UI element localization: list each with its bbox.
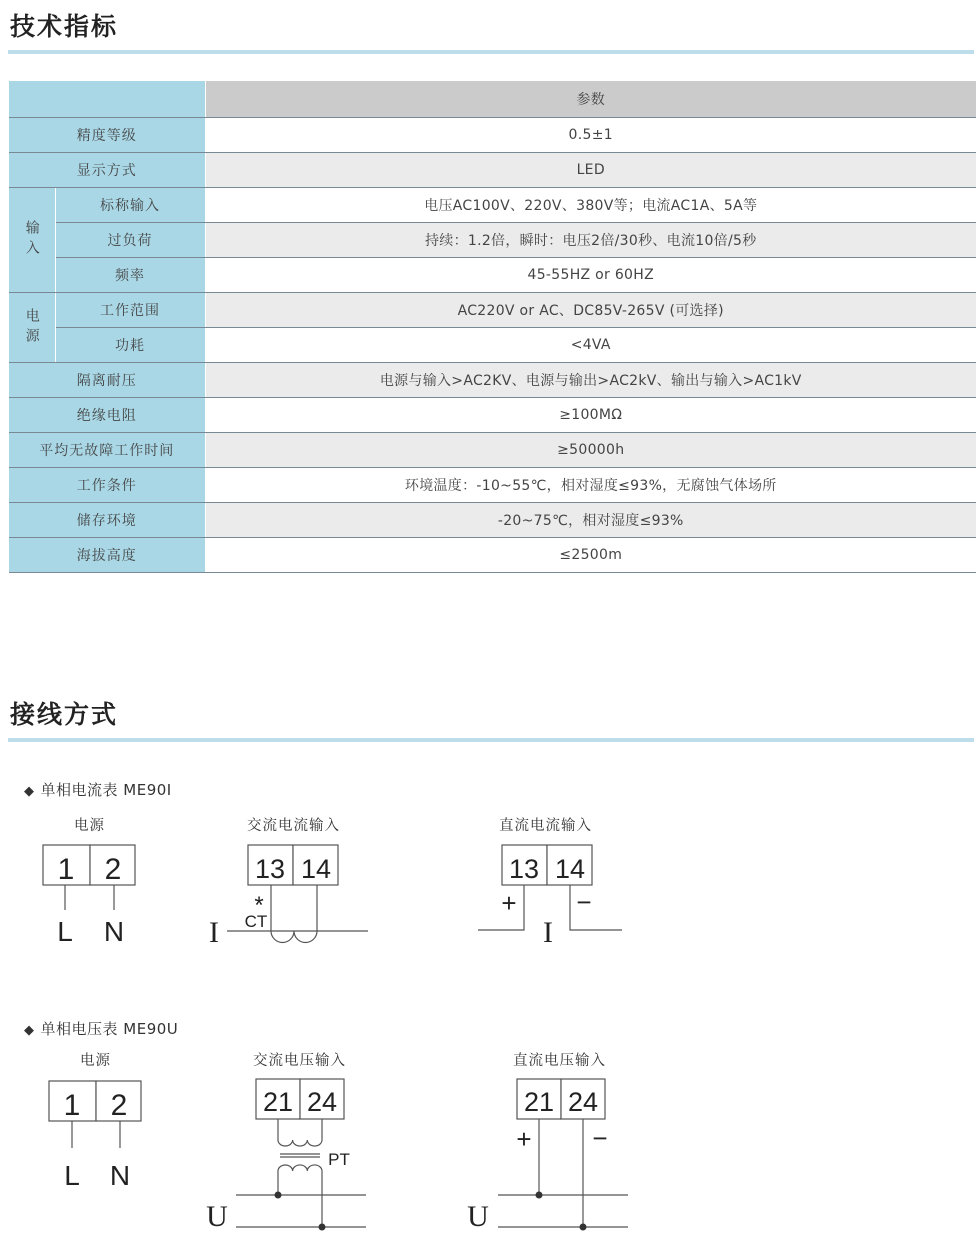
ct-coil-icon bbox=[271, 898, 317, 943]
current-dc-plus: + bbox=[501, 888, 517, 918]
spec-row-value: 持续：1.2倍，瞬时：电压2倍/30秒、电流10倍/5秒 bbox=[205, 223, 976, 258]
ct-label: CT bbox=[244, 912, 268, 931]
ct-polarity-star: * bbox=[254, 892, 264, 919]
pt-label: PT bbox=[328, 1150, 350, 1169]
current-signal-label-dc: I bbox=[543, 916, 553, 949]
current-ac-terminal-13: 13 bbox=[254, 854, 286, 884]
voltage-ac-terminal-24: 24 bbox=[306, 1087, 338, 1117]
spec-row-value: 环境温度：-10~55℃，相对湿度≤93%，无腐蚀气体场所 bbox=[205, 468, 976, 503]
junction-dot bbox=[275, 1192, 282, 1199]
diamond-bullet-icon: ◆ bbox=[24, 784, 35, 799]
spec-row-value: ≥100MΩ bbox=[205, 398, 976, 433]
current-signal-label-ac: I bbox=[209, 916, 219, 949]
voltage-signal-label-ac: U bbox=[206, 1200, 228, 1233]
current-meter-title: 单相电流表 ME90I bbox=[40, 781, 172, 799]
spec-row-value: <4VA bbox=[205, 328, 976, 363]
voltage-dc-plus: + bbox=[516, 1124, 532, 1154]
spec-section-title: 技术指标 bbox=[10, 12, 119, 41]
spec-header-param: 参数 bbox=[205, 81, 976, 118]
voltage-power-caption: 电源 bbox=[80, 1053, 111, 1069]
voltage-dc-caption: 直流电压输入 bbox=[513, 1053, 606, 1069]
voltage-power-label-l: L bbox=[64, 1160, 80, 1191]
junction-dot bbox=[580, 1224, 587, 1231]
spec-row-value: 电源与输入>AC2KV、电源与输出>AC2kV、输出与输入>AC1kV bbox=[205, 363, 976, 398]
voltage-meter-title: 单相电压表 ME90U bbox=[40, 1020, 179, 1038]
junction-dot bbox=[319, 1224, 326, 1231]
current-dc-minus: − bbox=[576, 887, 592, 917]
voltage-dc-minus: − bbox=[592, 1123, 608, 1153]
spec-row-label: 工作范围 bbox=[55, 293, 205, 328]
voltage-power-terminal-2: 2 bbox=[110, 1089, 128, 1122]
current-power-label-l: L bbox=[57, 916, 73, 947]
voltage-power-label-n: N bbox=[109, 1160, 131, 1191]
current-power-caption: 电源 bbox=[74, 818, 105, 834]
current-dc-terminal-14: 14 bbox=[554, 854, 586, 884]
voltage-dc-terminal-21: 21 bbox=[523, 1087, 555, 1117]
spec-row-label: 工作条件 bbox=[9, 468, 205, 503]
junction-dot bbox=[536, 1192, 543, 1199]
spec-row-value: AC220V or AC、DC85V-265V (可选择) bbox=[205, 293, 976, 328]
spec-row-value: ≥50000h bbox=[205, 433, 976, 468]
spec-row-label: 储存环境 bbox=[9, 503, 205, 538]
spec-row-label: 功耗 bbox=[55, 328, 205, 363]
spec-row-label: 绝缘电阻 bbox=[9, 398, 205, 433]
spec-group-input: 输入 bbox=[9, 188, 55, 293]
voltage-ac-terminal-21: 21 bbox=[262, 1087, 294, 1117]
current-dc-terminal-13: 13 bbox=[508, 854, 540, 884]
spec-row-value: ≤2500m bbox=[205, 538, 976, 573]
spec-row-label: 平均无故障工作时间 bbox=[9, 433, 205, 468]
spec-group-power: 电源 bbox=[9, 293, 55, 363]
voltage-power-terminal-1: 1 bbox=[63, 1089, 81, 1122]
current-ac-terminal-14: 14 bbox=[300, 854, 332, 884]
current-power-terminal-1: 1 bbox=[57, 853, 75, 886]
spec-row-value: 0.5±1 bbox=[205, 118, 976, 153]
voltage-dc-terminal-24: 24 bbox=[567, 1087, 599, 1117]
voltage-ac-caption: 交流电压输入 bbox=[253, 1053, 346, 1069]
spec-row-value: 电压AC100V、220V、380V等；电流AC1A、5A等 bbox=[205, 188, 976, 223]
pt-transformer-icon bbox=[278, 1140, 322, 1171]
spec-row-value: 45-55HZ or 60HZ bbox=[205, 258, 976, 293]
spec-row-label: 显示方式 bbox=[9, 153, 205, 188]
spec-row-value: -20~75℃，相对湿度≤93% bbox=[205, 503, 976, 538]
current-power-label-n: N bbox=[103, 916, 125, 947]
spec-row-label: 隔离耐压 bbox=[9, 363, 205, 398]
voltage-signal-label-dc: U bbox=[467, 1200, 489, 1233]
spec-row-label: 过负荷 bbox=[55, 223, 205, 258]
spec-row-value: LED bbox=[205, 153, 976, 188]
current-dc-caption: 直流电流输入 bbox=[499, 818, 592, 834]
spec-row-label: 精度等级 bbox=[9, 118, 205, 153]
spec-row-label: 标称输入 bbox=[55, 188, 205, 223]
spec-row-label: 海拔高度 bbox=[9, 538, 205, 573]
current-power-terminal-2: 2 bbox=[104, 853, 122, 886]
spec-row-label: 频率 bbox=[55, 258, 205, 293]
diamond-bullet-icon: ◆ bbox=[24, 1023, 35, 1038]
wiring-section-title: 接线方式 bbox=[10, 700, 119, 729]
current-ac-caption: 交流电流输入 bbox=[247, 818, 340, 834]
